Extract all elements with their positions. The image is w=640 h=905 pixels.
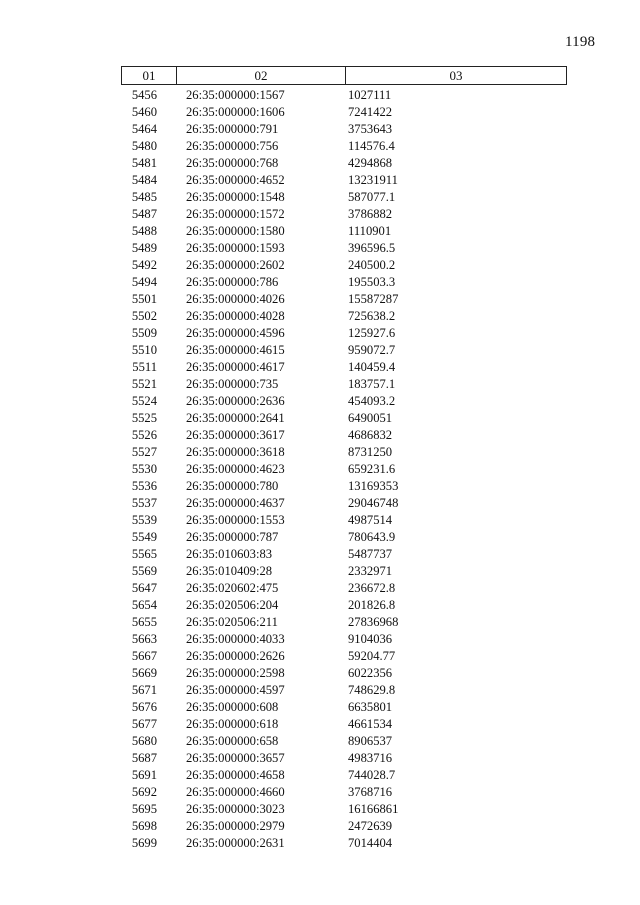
- cadastral-number-cell: 26:35:010409:28: [186, 564, 273, 578]
- column-header-01: 01: [122, 67, 177, 84]
- row-number-cell: 5527: [131, 445, 157, 459]
- table-row: [121, 410, 567, 427]
- value-cell: 195503.3: [348, 275, 396, 289]
- value-cell: 587077.1: [348, 190, 396, 204]
- cadastral-number-cell: 26:35:000000:1606: [186, 105, 285, 119]
- table-row: [121, 172, 567, 189]
- row-number-cell: 5669: [131, 666, 157, 680]
- cadastral-number-cell: 26:35:000000:4623: [186, 462, 285, 476]
- cadastral-number-cell: 26:35:000000:2626: [186, 649, 285, 663]
- cadastral-number-cell: 26:35:000000:1572: [186, 207, 285, 221]
- value-cell: 114576.4: [348, 139, 395, 153]
- table-row: [121, 563, 567, 580]
- table-row: [121, 597, 567, 614]
- value-cell: 6022356: [348, 666, 393, 680]
- value-cell: 27836968: [348, 615, 399, 629]
- table-body: [121, 87, 567, 852]
- row-number-cell: 5501: [131, 292, 157, 306]
- table-row: [121, 223, 567, 240]
- value-cell: 725638.2: [348, 309, 396, 323]
- value-cell: 9104036: [348, 632, 393, 646]
- cadastral-number-cell: 26:35:000000:4597: [186, 683, 285, 697]
- cadastral-number-cell: 26:35:000000:4658: [186, 768, 285, 782]
- table-row: [121, 631, 567, 648]
- value-cell: 959072.7: [348, 343, 396, 357]
- cadastral-number-cell: 26:35:020506:204: [186, 598, 279, 612]
- table-row: [121, 427, 567, 444]
- row-number-cell: 5511: [132, 360, 157, 374]
- table-row: [121, 512, 567, 529]
- value-cell: 4987514: [348, 513, 393, 527]
- cadastral-number-cell: 26:35:000000:787: [186, 530, 279, 544]
- row-number-cell: 5692: [131, 785, 157, 799]
- value-cell: 201826.8: [348, 598, 396, 612]
- row-number-cell: 5509: [131, 326, 157, 340]
- value-cell: 744028.7: [348, 768, 396, 782]
- table-row: [121, 614, 567, 631]
- table-row: [121, 461, 567, 478]
- value-cell: 125927.6: [348, 326, 396, 340]
- table-row: [121, 121, 567, 138]
- row-number-cell: 5480: [131, 139, 157, 153]
- cadastral-number-cell: 26:35:000000:4026: [186, 292, 285, 306]
- cadastral-number-cell: 26:35:000000:1567: [186, 88, 285, 102]
- cadastral-number-cell: 26:35:000000:3617: [186, 428, 285, 442]
- row-number-cell: 5667: [131, 649, 157, 663]
- row-number-cell: 5456: [131, 88, 157, 102]
- row-number-cell: 5487: [131, 207, 157, 221]
- row-number-cell: 5494: [131, 275, 157, 289]
- value-cell: 780643.9: [348, 530, 396, 544]
- row-number-cell: 5539: [131, 513, 157, 527]
- table-row: [121, 784, 567, 801]
- row-number-cell: 5569: [131, 564, 157, 578]
- row-number-cell: 5537: [131, 496, 157, 510]
- value-cell: 3786882: [348, 207, 393, 221]
- cadastral-number-cell: 26:35:000000:4652: [186, 173, 285, 187]
- table-row: [121, 495, 567, 512]
- table-header: [121, 66, 567, 85]
- row-number-cell: 5484: [131, 173, 157, 187]
- table-row: [121, 138, 567, 155]
- table-row: [121, 546, 567, 563]
- value-cell: 183757.1: [348, 377, 396, 391]
- value-cell: 1110901: [348, 224, 392, 238]
- row-number-cell: 5502: [131, 309, 157, 323]
- value-cell: 140459.4: [348, 360, 396, 374]
- row-number-cell: 5654: [131, 598, 157, 612]
- cadastral-number-cell: 26:35:000000:3618: [186, 445, 285, 459]
- cadastral-number-cell: 26:35:000000:4660: [186, 785, 285, 799]
- row-number-cell: 5460: [131, 105, 157, 119]
- cadastral-number-cell: 26:35:000000:608: [186, 700, 279, 714]
- table-row: [121, 801, 567, 818]
- cadastral-number-cell: 26:35:000000:2636: [186, 394, 285, 408]
- row-number-cell: 5687: [131, 751, 157, 765]
- table-row: [121, 699, 567, 716]
- table-row: [121, 444, 567, 461]
- cadastral-number-cell: 26:35:000000:4596: [186, 326, 285, 340]
- table-row: [121, 104, 567, 121]
- value-cell: 13231911: [348, 173, 398, 187]
- cadastral-number-cell: 26:35:000000:618: [186, 717, 279, 731]
- value-cell: 4661534: [348, 717, 393, 731]
- row-number-cell: 5691: [131, 768, 157, 782]
- value-cell: 59204.77: [348, 649, 396, 663]
- cadastral-number-cell: 26:35:000000:4033: [186, 632, 285, 646]
- row-number-cell: 5698: [131, 819, 157, 833]
- table-row: [121, 308, 567, 325]
- value-cell: 7241422: [348, 105, 393, 119]
- cadastral-number-cell: 26:35:000000:658: [186, 734, 279, 748]
- table-row: [121, 733, 567, 750]
- row-number-cell: 5510: [131, 343, 157, 357]
- value-cell: 7014404: [348, 836, 393, 850]
- row-number-cell: 5565: [131, 547, 157, 561]
- table-row: [121, 580, 567, 597]
- value-cell: 8731250: [348, 445, 393, 459]
- row-number-cell: 5481: [131, 156, 157, 170]
- row-number-cell: 5536: [131, 479, 157, 493]
- cadastral-number-cell: 26:35:000000:780: [186, 479, 279, 493]
- cadastral-number-cell: 26:35:000000:2602: [186, 258, 285, 272]
- row-number-cell: 5655: [131, 615, 157, 629]
- value-cell: 4686832: [348, 428, 393, 442]
- row-number-cell: 5530: [131, 462, 157, 476]
- table-row: [121, 87, 567, 104]
- row-number-cell: 5647: [131, 581, 157, 595]
- table-row: [121, 767, 567, 784]
- value-cell: 240500.2: [348, 258, 396, 272]
- table-row: [121, 342, 567, 359]
- row-number-cell: 5549: [131, 530, 157, 544]
- cadastral-number-cell: 26:35:000000:3023: [186, 802, 285, 816]
- cadastral-number-cell: 26:35:000000:2641: [186, 411, 285, 425]
- value-cell: 1027111: [348, 88, 392, 102]
- row-number-cell: 5526: [131, 428, 157, 442]
- row-number-cell: 5524: [131, 394, 157, 408]
- value-cell: 2472639: [348, 819, 393, 833]
- cadastral-number-cell: 26:35:020506:211: [186, 615, 278, 629]
- cadastral-number-cell: 26:35:000000:2979: [186, 819, 285, 833]
- row-number-cell: 5485: [131, 190, 157, 204]
- table-row: [121, 376, 567, 393]
- table-row: [121, 274, 567, 291]
- table-row: [121, 648, 567, 665]
- cadastral-number-cell: 26:35:000000:4028: [186, 309, 285, 323]
- cadastral-number-cell: 26:35:000000:735: [186, 377, 279, 391]
- row-number-cell: 5464: [131, 122, 157, 136]
- row-number-cell: 5695: [131, 802, 157, 816]
- cadastral-number-cell: 26:35:000000:756: [186, 139, 279, 153]
- cadastral-number-cell: 26:35:000000:791: [186, 122, 279, 136]
- table-row: [121, 750, 567, 767]
- row-number-cell: 5699: [131, 836, 157, 850]
- row-number-cell: 5525: [131, 411, 157, 425]
- row-number-cell: 5663: [131, 632, 157, 646]
- table-row: [121, 155, 567, 172]
- value-cell: 454093.2: [348, 394, 396, 408]
- cadastral-number-cell: 26:35:000000:1593: [186, 241, 285, 255]
- row-number-cell: 5492: [131, 258, 157, 272]
- table-row: [121, 835, 567, 852]
- value-cell: 5487737: [348, 547, 393, 561]
- cadastral-number-cell: 26:35:000000:4615: [186, 343, 285, 357]
- value-cell: 4983716: [348, 751, 393, 765]
- cadastral-number-cell: 26:35:000000:4637: [186, 496, 285, 510]
- value-cell: 29046748: [348, 496, 399, 510]
- table-row: [121, 529, 567, 546]
- cadastral-number-cell: 26:35:000000:4617: [186, 360, 285, 374]
- table-row: [121, 240, 567, 257]
- value-cell: 13169353: [348, 479, 399, 493]
- value-cell: 8906537: [348, 734, 393, 748]
- table-row: [121, 257, 567, 274]
- cadastral-number-cell: 26:35:000000:2631: [186, 836, 285, 850]
- value-cell: 6490051: [348, 411, 393, 425]
- cadastral-number-cell: 26:35:000000:786: [186, 275, 279, 289]
- page-number: 1198: [565, 34, 596, 50]
- table-row: [121, 393, 567, 410]
- row-number-cell: 5521: [131, 377, 157, 391]
- row-number-cell: 5676: [131, 700, 157, 714]
- table-row: [121, 818, 567, 835]
- value-cell: 6635801: [348, 700, 393, 714]
- value-cell: 659231.6: [348, 462, 396, 476]
- row-number-cell: 5677: [131, 717, 157, 731]
- row-number-cell: 5671: [131, 683, 157, 697]
- column-header-02: 02: [177, 67, 346, 84]
- cadastral-number-cell: 26:35:000000:3657: [186, 751, 285, 765]
- cadastral-number-cell: 26:35:010603:83: [186, 547, 273, 561]
- value-cell: 4294868: [348, 156, 393, 170]
- table-row: [121, 359, 567, 376]
- table-row: [121, 291, 567, 308]
- table-row: [121, 665, 567, 682]
- value-cell: 236672.8: [348, 581, 396, 595]
- value-cell: 2332971: [348, 564, 393, 578]
- value-cell: 748629.8: [348, 683, 396, 697]
- table-row: [121, 716, 567, 733]
- row-number-cell: 5489: [131, 241, 157, 255]
- table-row: [121, 325, 567, 342]
- cadastral-number-cell: 26:35:020602:475: [186, 581, 279, 595]
- table-row: [121, 189, 567, 206]
- value-cell: 3768716: [348, 785, 393, 799]
- value-cell: 396596.5: [348, 241, 396, 255]
- row-number-cell: 5488: [131, 224, 157, 238]
- value-cell: 16166861: [348, 802, 399, 816]
- cadastral-number-cell: 26:35:000000:2598: [186, 666, 285, 680]
- cadastral-number-cell: 26:35:000000:1553: [186, 513, 285, 527]
- row-number-cell: 5680: [131, 734, 157, 748]
- table-row: [121, 682, 567, 699]
- table-row: [121, 206, 567, 223]
- cadastral-number-cell: 26:35:000000:1580: [186, 224, 285, 238]
- cadastral-number-cell: 26:35:000000:768: [186, 156, 279, 170]
- column-header-03: 03: [449, 67, 463, 83]
- table-row: [121, 478, 567, 495]
- value-cell: 15587287: [348, 292, 399, 306]
- value-cell: 3753643: [348, 122, 393, 136]
- cadastral-number-cell: 26:35:000000:1548: [186, 190, 285, 204]
